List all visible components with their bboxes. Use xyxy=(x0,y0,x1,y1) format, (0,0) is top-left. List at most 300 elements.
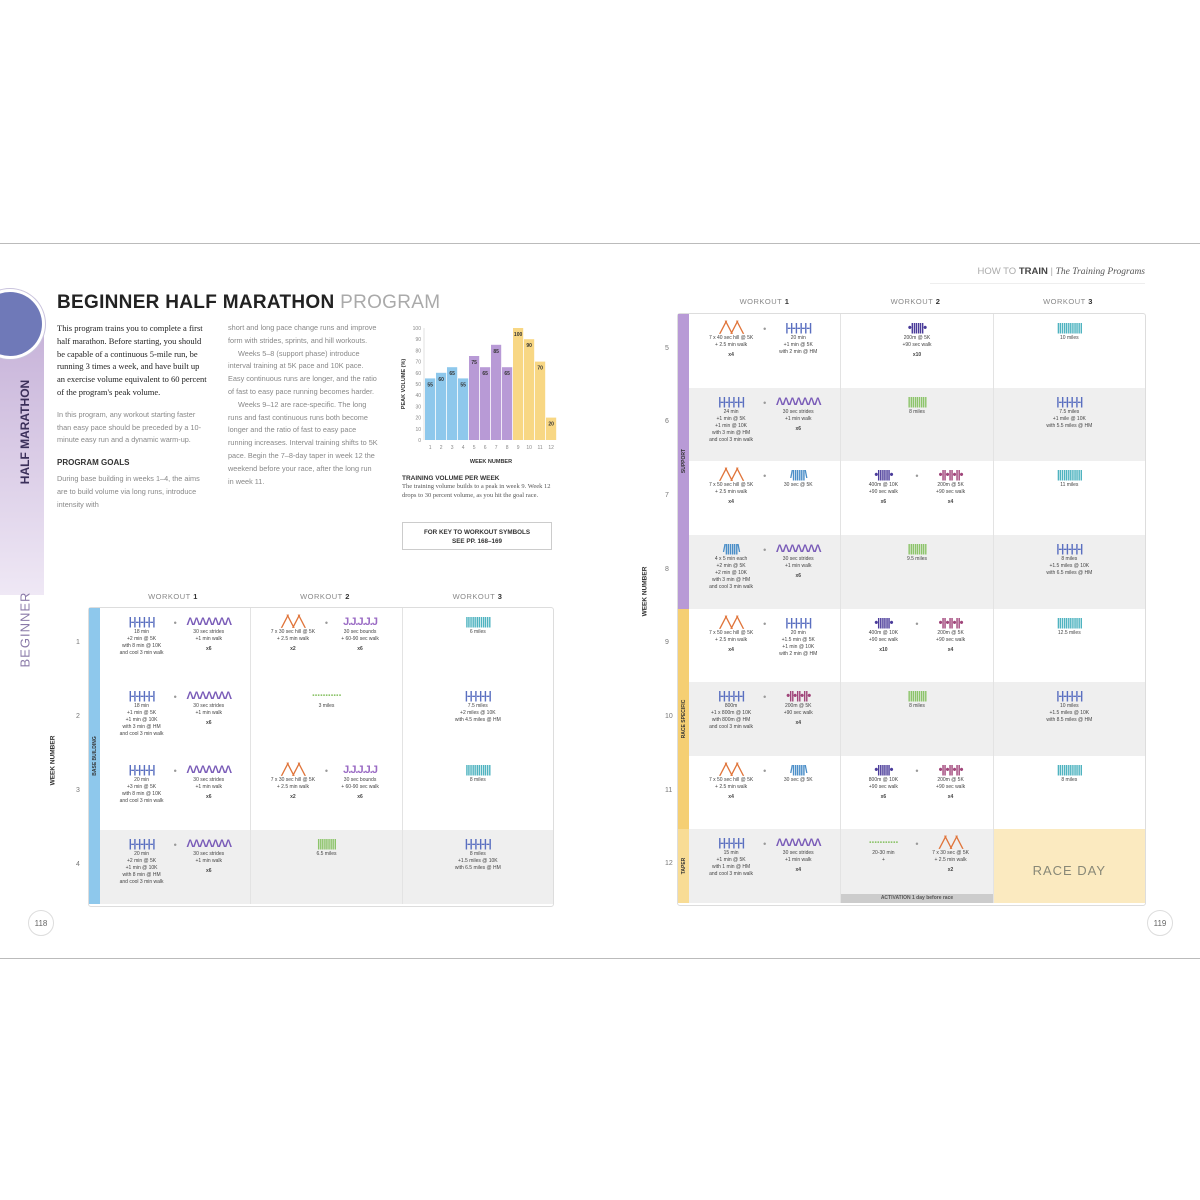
workout-detail: 6 miles xyxy=(469,629,486,635)
page-number-right: 119 xyxy=(1147,910,1173,936)
workout-cell[interactable] xyxy=(689,609,841,683)
dots-workout-icon: ··········· xyxy=(311,690,342,702)
prog-workout-icon: |-|-|-|-|-| xyxy=(1056,690,1083,703)
workout-detail: with 3 min @ HM xyxy=(712,429,751,436)
hill-workout-icon: ╱╲╱╲ xyxy=(939,837,962,850)
workout-detail: +1.5 min @ 5K xyxy=(781,636,815,643)
week-number: 6 xyxy=(665,418,669,426)
running-head-italic: The Training Programs xyxy=(1055,267,1145,277)
workout-detail: +1 min walk xyxy=(195,636,222,642)
workout-segment xyxy=(889,690,945,710)
workout-segment xyxy=(1041,469,1097,489)
workout-detail: with 2 min @ HM xyxy=(779,650,818,657)
prog-workout-icon: |-|-|-|-|-| xyxy=(128,764,155,776)
workout-cell[interactable] xyxy=(994,461,1145,535)
workout-segment xyxy=(450,764,506,784)
week-number: 9 xyxy=(665,639,669,647)
workout-cell[interactable] xyxy=(100,830,251,904)
header-num: 2 xyxy=(935,297,941,306)
left-header-workout-3 xyxy=(402,592,553,601)
workout-detail: +1.5 miles @ 10K xyxy=(457,858,498,864)
y-tick-label: 70 xyxy=(415,359,421,366)
x-tick-label: 6 xyxy=(483,445,487,451)
wave-workout-icon: ΛΛΛΛΛΛΛ xyxy=(776,395,821,408)
x-axis-label: WEEK NUMBER xyxy=(469,459,513,465)
bar-value-label: 65 xyxy=(449,371,455,378)
workout-detail: 7 x 30 sec @ 5K xyxy=(932,850,969,857)
hill-workout-icon: ╱╲╱╲ xyxy=(719,763,743,776)
workout-detail: 9.5 miles xyxy=(906,555,927,562)
workout-detail: 30 sec @ 5K xyxy=(783,482,813,489)
week-number: 2 xyxy=(76,713,80,720)
workout-cell[interactable] xyxy=(403,830,553,904)
workout-detail: 7 x 40 sec hill @ 5K xyxy=(708,335,754,341)
workout-detail: with 1 min @ HM xyxy=(712,864,751,871)
running-head-light: HOW TO xyxy=(977,266,1017,277)
x-tick-label: 9 xyxy=(516,445,520,451)
bar-value-label: 60 xyxy=(438,376,444,383)
workout-segment xyxy=(181,764,237,801)
workout-detail: with 8.5 miles @ HM xyxy=(1046,717,1093,724)
workout-detail: 30 sec @ 5K xyxy=(783,776,813,783)
bar-week-3 xyxy=(447,367,457,440)
workout-detail: x4 xyxy=(728,352,734,358)
y-tick-label: 10 xyxy=(415,426,421,433)
right-header-workout-3 xyxy=(991,297,1145,306)
workout-segment xyxy=(332,764,388,801)
workout-detail: + 2.5 min walk xyxy=(715,342,748,348)
workout-detail: 30 sec bounds xyxy=(343,777,377,783)
separator-dot: • xyxy=(763,765,767,776)
x-tick-label: 8 xyxy=(505,445,509,451)
prog-workout-icon: |-|-|-|-|-| xyxy=(1056,542,1083,555)
workout-segment xyxy=(855,837,911,864)
workout-cell[interactable] xyxy=(689,388,841,462)
workout-detail: 7 x 30 sec hill @ 5K xyxy=(270,777,316,783)
separator-dot: • xyxy=(915,618,919,629)
workout-detail: 24 min xyxy=(723,408,739,415)
workout-detail: +1 min walk xyxy=(195,784,222,790)
workout-detail: +90 sec walk xyxy=(936,783,966,790)
workout-detail: x10 xyxy=(879,646,888,653)
header-num: 2 xyxy=(345,592,350,601)
workout-detail: +90 sec walk xyxy=(783,710,813,717)
workout-detail: x4 xyxy=(947,793,954,800)
workout-detail: 20 min xyxy=(790,629,806,636)
goals-text-3: Weeks 5–8 (support phase) introduce interval training at 5K pace and 10K pace. Easy continuous runs are longer, and the ratio of fast to easy pace running becomes harder. xyxy=(228,348,377,396)
long-workout-icon: |||||||||||| xyxy=(1056,763,1082,776)
separator-dot: • xyxy=(763,618,767,629)
workout-segment xyxy=(889,396,945,416)
workout-cell[interactable] xyxy=(841,461,993,535)
bar-week-11 xyxy=(535,362,545,440)
workout-segment xyxy=(450,690,506,724)
workout-detail: 30 sec strides xyxy=(782,408,814,415)
text-column-2 xyxy=(228,322,378,498)
chart-caption xyxy=(402,475,554,500)
key-note-line-2: SEE PP. 168–169 xyxy=(452,538,502,545)
header-num: 1 xyxy=(193,592,198,601)
workout-cell[interactable] xyxy=(994,388,1145,462)
workout-detail: with 800m @ HM xyxy=(711,717,751,724)
separator-dot: • xyxy=(763,692,767,703)
int-workout-icon: •||||||• xyxy=(874,469,893,482)
key-note-line-1: FOR KEY TO WORKOUT SYMBOLS xyxy=(423,529,531,536)
workout-cell[interactable] xyxy=(403,608,553,682)
bar-week-10 xyxy=(524,339,534,440)
prog-workout-icon: |-|-|-|-|-| xyxy=(718,690,744,703)
workout-segment xyxy=(181,838,237,875)
bar-value-label: 65 xyxy=(504,371,510,378)
workout-detail: 30 sec strides xyxy=(193,777,225,783)
prog-workout-icon: |-|-|-|-|-| xyxy=(128,838,155,850)
workout-segment xyxy=(1041,617,1097,637)
phase-label: SUPPORT xyxy=(681,449,687,474)
mag-workout-icon: •||•||•||• xyxy=(786,690,811,703)
y-tick-label: 60 xyxy=(415,370,421,377)
int-workout-icon: •||||||• xyxy=(907,322,927,334)
wave-workout-icon: ΛΛΛΛΛΛΛ xyxy=(186,690,231,702)
workout-detail: x6 xyxy=(205,720,212,726)
left-header-workout-2 xyxy=(248,592,402,601)
workout-cell[interactable] xyxy=(251,830,402,904)
workout-cell[interactable] xyxy=(689,461,841,535)
prog-workout-icon: |-|-|-|-|-| xyxy=(785,616,812,629)
workout-detail: with 5.5 miles @ HM xyxy=(1046,422,1093,429)
running-head-bold: TRAIN xyxy=(1018,266,1048,277)
workout-segment xyxy=(114,690,170,738)
bar-value-label: 90 xyxy=(526,343,532,350)
workout-detail: 8 miles xyxy=(469,851,486,857)
workout-detail: +2 min @ 5K xyxy=(127,636,157,642)
workout-detail: +1 min @ 5K xyxy=(127,710,157,716)
page-title xyxy=(57,292,440,314)
workout-detail: 30 sec strides xyxy=(193,703,225,709)
workout-cell[interactable] xyxy=(841,756,993,830)
separator-dot: • xyxy=(763,324,767,334)
workout-detail: 200m @ 5K xyxy=(937,776,964,783)
x-tick-label: 4 xyxy=(461,445,465,451)
x-tick-label: 2 xyxy=(439,445,443,451)
workout-segment xyxy=(855,617,911,654)
workout-cell[interactable] xyxy=(251,608,402,682)
bar-week-7 xyxy=(491,345,501,440)
workout-detail: and cool 3 min walk xyxy=(709,583,754,590)
bar-value-label: 70 xyxy=(537,365,543,372)
table-row xyxy=(689,461,1145,535)
table-row xyxy=(689,682,1145,756)
workout-cell[interactable] xyxy=(841,829,993,903)
workout-detail: +3 min @ 5K xyxy=(127,784,157,790)
workout-detail: 15 min xyxy=(723,850,739,857)
workout-detail: + 60-90 sec walk xyxy=(341,784,379,790)
workout-detail: 8 miles xyxy=(469,777,486,783)
workout-detail: x2 xyxy=(290,646,296,652)
bar-value-label: 100 xyxy=(513,332,523,338)
workout-cell[interactable] xyxy=(403,756,553,830)
workout-detail: with 8 min @ 10K xyxy=(121,643,162,649)
workout-segment xyxy=(181,616,237,653)
text-column-1 xyxy=(57,322,207,521)
table-row xyxy=(689,756,1145,830)
separator-dot: • xyxy=(173,618,177,628)
workout-detail: 18 min xyxy=(134,629,150,635)
workout-cell[interactable] xyxy=(100,608,251,682)
goals-text-4: Weeks 9–12 are race-specific. The long runs and fast continuous runs both become longer and the ratio of fast to easy pace running increases. Interval training shifts to 5K pace. Begin the 7–8-day taper in week 12 the weekend before your race, after the long run in week 11. xyxy=(228,399,378,486)
separator-dot: • xyxy=(173,692,177,702)
right-header-workout-1 xyxy=(689,297,840,306)
workout-detail: + 2.5 min walk xyxy=(276,636,309,642)
workout-segment xyxy=(298,690,354,710)
workout-cell[interactable] xyxy=(403,682,553,756)
workout-cell[interactable] xyxy=(251,682,402,756)
workout-cell[interactable] xyxy=(994,314,1145,388)
workout-cell[interactable] xyxy=(841,535,993,609)
workout-detail: 18 min xyxy=(134,703,150,709)
x-tick-label: 1 xyxy=(428,445,432,451)
int-workout-icon: •||||||• xyxy=(874,763,893,776)
workout-detail: +1 min walk xyxy=(784,415,812,422)
header-text: WORKOUT xyxy=(890,297,934,306)
workout-detail: +1 min @ 10K xyxy=(125,717,158,723)
workout-cell[interactable] xyxy=(251,756,402,830)
workout-cell[interactable] xyxy=(689,682,841,756)
workout-detail: 6.5 miles xyxy=(316,851,337,857)
workout-detail: +90 sec walk xyxy=(868,636,898,643)
bar-value-label: 20 xyxy=(548,421,554,428)
chart-caption-heading: TRAINING VOLUME PER WEEK xyxy=(402,475,500,482)
workout-detail: 7 x 50 sec hill @ 5K xyxy=(708,629,754,636)
workout-detail: +1 min walk xyxy=(195,710,222,716)
workout-segment xyxy=(265,764,321,801)
workout-segment xyxy=(265,616,321,653)
workout-cell[interactable] xyxy=(100,756,251,830)
workout-cell[interactable] xyxy=(994,535,1145,609)
workout-cell[interactable] xyxy=(841,682,993,756)
workout-cell[interactable] xyxy=(841,388,993,462)
goals-text-2: short and long pace change runs and improve form with strides, sprints, and hill workouts. xyxy=(228,323,377,345)
week-number: 8 xyxy=(665,565,669,573)
workout-detail: x10 xyxy=(912,352,922,358)
week-number: 1 xyxy=(76,639,80,646)
workout-detail: and cool 3 min walk xyxy=(119,731,164,737)
separator-dot: • xyxy=(763,839,767,850)
bar-week-9 xyxy=(513,328,523,440)
left-header-workout-1 xyxy=(98,592,248,601)
table-row xyxy=(100,830,553,904)
header-text: WORKOUT xyxy=(1043,297,1086,306)
workout-segment xyxy=(703,322,759,359)
workout-detail: 12.5 miles xyxy=(1057,629,1081,636)
y-tick-label: 20 xyxy=(415,415,421,422)
x-tick-label: 5 xyxy=(472,445,476,451)
x-tick-label: 11 xyxy=(537,445,543,451)
mag-workout-icon: •||•||•||• xyxy=(938,763,963,776)
workout-detail: x6 xyxy=(205,868,212,874)
workout-segment xyxy=(450,616,506,636)
mag-workout-icon: •||•||•||• xyxy=(938,469,963,482)
workout-detail: x6 xyxy=(880,499,887,506)
workout-segment xyxy=(114,838,170,886)
x-tick-label: 12 xyxy=(548,445,554,451)
workout-segment xyxy=(770,322,826,356)
workout-cell[interactable] xyxy=(994,829,1145,903)
right-schedule-table xyxy=(677,313,1146,906)
wave-workout-icon: ΛΛΛΛΛΛΛ xyxy=(776,542,821,555)
workout-segment xyxy=(770,469,826,489)
workout-detail: +90 sec walk xyxy=(868,783,898,790)
workout-detail: 200m @ 5K xyxy=(937,482,964,489)
hill-workout-icon: ╱╲╱╲ xyxy=(719,322,743,334)
page-number-left: 118 xyxy=(28,910,54,936)
mag-workout-icon: •||•||•||• xyxy=(938,616,963,629)
workout-detail: 800m @ 10K xyxy=(868,776,899,783)
hill-workout-icon: ╱╲╱╲ xyxy=(281,616,305,628)
workout-detail: 7.5 miles xyxy=(1059,408,1080,415)
workout-cell[interactable] xyxy=(841,314,993,388)
prog-workout-icon: |-|-|-|-|-| xyxy=(464,690,491,702)
table-row xyxy=(689,314,1145,388)
workout-segment xyxy=(703,543,759,591)
separator-dot: • xyxy=(915,471,919,482)
separator-dot: • xyxy=(763,471,767,482)
week-number: 3 xyxy=(76,787,80,794)
title-light: PROGRAM xyxy=(340,292,441,313)
workout-detail: +1 min @ 5K xyxy=(716,857,746,864)
workout-cell[interactable] xyxy=(689,535,841,609)
workout-segment xyxy=(1041,543,1097,577)
y-tick-label: 80 xyxy=(415,348,421,355)
header-text: WORKOUT xyxy=(739,297,783,306)
workout-detail: + 2.5 min walk xyxy=(715,636,748,643)
workout-detail: +1 min @ 10K xyxy=(782,643,815,650)
workout-segment xyxy=(181,690,237,727)
workout-segment xyxy=(703,764,759,801)
workout-segment xyxy=(703,396,759,444)
separator-dot: • xyxy=(324,766,329,776)
workout-detail: + 2.5 min walk xyxy=(276,784,309,790)
week-number: 10 xyxy=(665,712,673,720)
workout-detail: 200m @ 5K xyxy=(903,335,931,341)
y-tick-label: 50 xyxy=(415,382,421,388)
workout-segment xyxy=(923,764,979,801)
prog-workout-icon: |-|-|-|-|-| xyxy=(128,616,155,628)
long-workout-icon: |||||||||||| xyxy=(1056,616,1082,629)
workout-detail: 20 min xyxy=(134,851,150,857)
workout-detail: +1 min walk xyxy=(784,562,812,569)
intro-paragraph: This program trains you to complete a first half marathon. Before starting, you should be capable of a continuous 5-mile run, be running 3 times a week, and have built up an exercise volume equivalent to 60 percent of the program's peak volume. xyxy=(57,323,207,397)
workout-detail: x4 xyxy=(728,499,734,506)
tab-level-label: BEGINNER xyxy=(17,591,33,668)
workout-detail: +1 min walk xyxy=(784,857,812,864)
right-header-workout-2 xyxy=(840,297,991,306)
workout-detail: 30 sec strides xyxy=(193,629,225,635)
prog-workout-icon: |-|-|-|-|-| xyxy=(1056,395,1083,408)
wave-workout-icon: ΛΛΛΛΛΛΛ xyxy=(186,764,231,776)
workout-segment xyxy=(770,543,826,580)
workout-segment xyxy=(923,469,979,506)
workout-detail: 7 x 50 sec hill @ 5K xyxy=(708,482,754,489)
workout-detail: with 4.5 miles @ HM xyxy=(454,717,501,723)
workout-detail: with 6.5 miles @ HM xyxy=(1046,569,1093,576)
symbol-key-note xyxy=(402,522,552,550)
workout-detail: 7 x 50 sec hill @ 5K xyxy=(708,776,754,783)
workout-segment xyxy=(889,543,945,563)
separator-dot: • xyxy=(173,766,177,776)
running-head-rule xyxy=(930,283,1145,284)
workout-segment xyxy=(298,838,354,858)
header-num: 3 xyxy=(1088,297,1093,306)
x-tick-label: 7 xyxy=(494,445,498,451)
workout-cell[interactable] xyxy=(994,682,1145,756)
workout-detail: +1 x 800m @ 10K xyxy=(710,710,752,717)
workout-segment xyxy=(1041,764,1097,784)
workout-detail: + 2.5 min walk xyxy=(715,489,748,496)
workout-detail: +2 min @ 5K xyxy=(127,858,157,864)
workout-detail: x6 xyxy=(795,572,802,579)
table-row xyxy=(100,682,553,756)
workout-detail: +1 min @ 10K xyxy=(125,865,158,871)
workout-cell[interactable] xyxy=(100,682,251,756)
warmup-note: In this program, any workout starting faster than easy pace should be preceded by a 10-minute easy run and a dynamic warm-up. xyxy=(57,409,202,445)
workout-cell[interactable] xyxy=(841,609,993,683)
prog-workout-icon: |-|-|-|-|-| xyxy=(464,838,491,850)
workout-cell[interactable] xyxy=(689,829,841,903)
workout-cell[interactable] xyxy=(689,314,841,388)
step-workout-icon: /||||||\ xyxy=(789,763,807,776)
workout-detail: x6 xyxy=(357,794,363,800)
y-tick-label: 40 xyxy=(415,393,421,400)
int-workout-icon: •||||||• xyxy=(874,616,893,629)
workout-detail: + 2.5 min walk xyxy=(715,783,748,790)
workout-detail: with 3 min @ HM xyxy=(122,724,161,730)
activation-bar: ACTIVATION 1 day before race xyxy=(841,894,992,903)
workout-detail: 3 miles xyxy=(318,703,335,709)
workout-detail: +1 min @ 10K xyxy=(715,422,748,429)
workout-segment xyxy=(889,322,945,359)
tab-program-label: HALF MARATHON xyxy=(18,379,32,485)
workout-detail: +1 min @ 5K xyxy=(716,415,746,422)
long-workout-icon: |||||||||||| xyxy=(1056,322,1082,334)
workout-cell[interactable] xyxy=(994,756,1145,830)
workout-segment xyxy=(332,616,388,653)
week-number: 11 xyxy=(665,786,673,794)
workout-detail: x4 xyxy=(728,646,734,653)
separator-dot: • xyxy=(173,840,177,850)
workout-segment xyxy=(770,617,826,658)
week-number: 5 xyxy=(665,344,669,352)
workout-segment xyxy=(923,837,979,874)
y-tick-label: 100 xyxy=(412,326,421,332)
workout-cell[interactable] xyxy=(689,756,841,830)
table-row xyxy=(100,608,553,682)
bar-week-8 xyxy=(502,367,512,440)
workout-detail: 20 min xyxy=(134,777,150,783)
workout-detail: 10 miles xyxy=(1060,703,1079,710)
workout-detail: 8 miles xyxy=(909,703,925,710)
bar-value-label: 85 xyxy=(493,348,499,355)
table-row xyxy=(689,388,1145,462)
workout-cell[interactable] xyxy=(994,609,1145,683)
prog-workout-icon: |-|-|-|-|-| xyxy=(718,837,744,850)
separator-dot: • xyxy=(763,397,767,408)
workout-detail: x6 xyxy=(205,646,212,652)
workout-detail: and cool 3 min walk xyxy=(119,879,164,885)
hill-workout-icon: ╱╲╱╲ xyxy=(719,616,743,629)
bar-week-6 xyxy=(480,367,490,440)
workout-detail: 8 miles xyxy=(1061,776,1078,783)
workout-detail: +1.5 miles @ 10K xyxy=(1049,562,1090,569)
